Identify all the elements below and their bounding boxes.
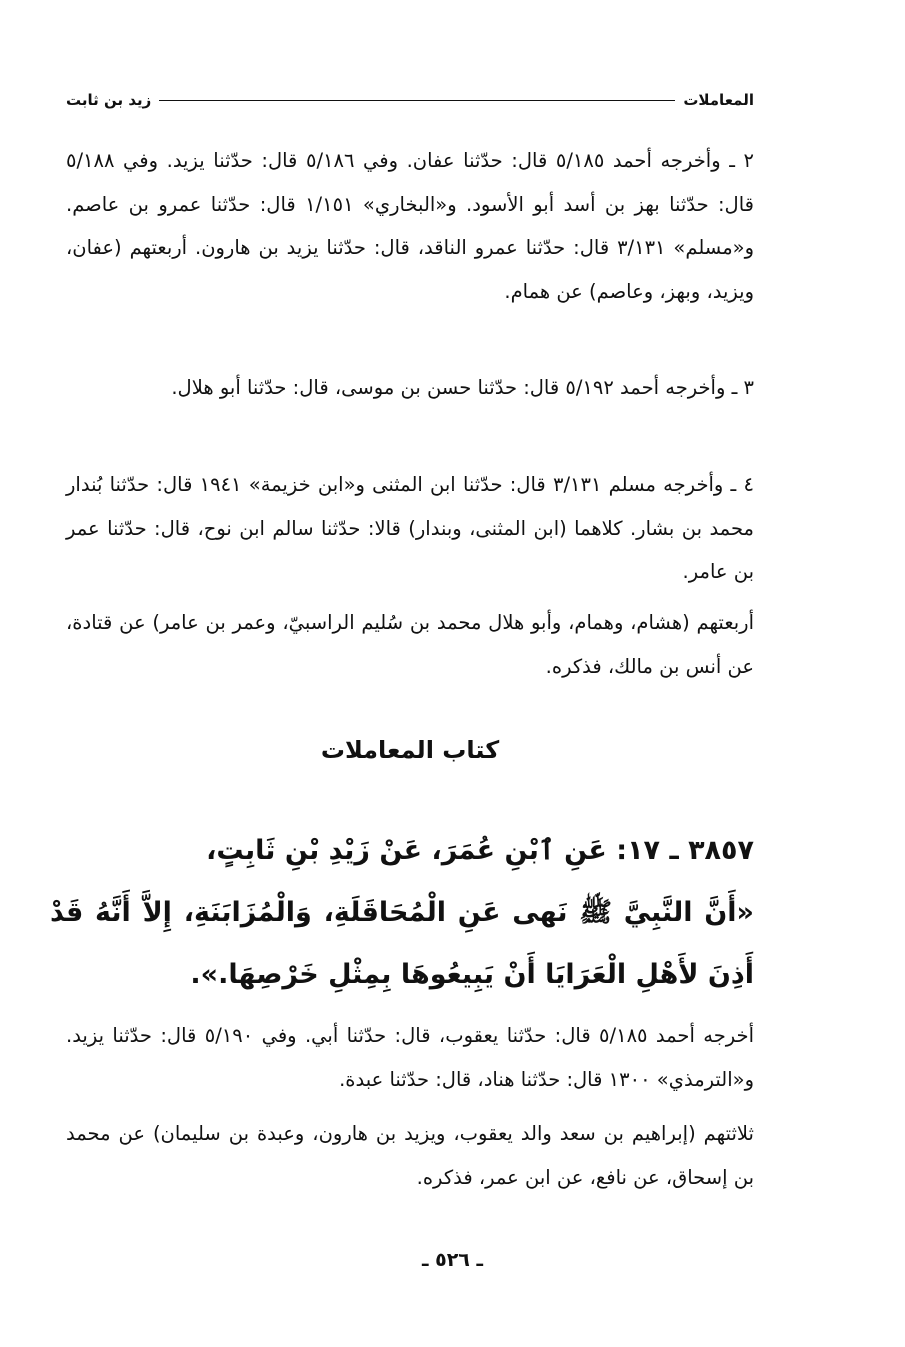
hadith-text: «أَنَّ النَّبِيَّ ﷺ نَهى عَنِ الْمُحَاقَلَةِ، وَالْمُزَابَنَةِ، إِلاَّ أَنَّهُ قَدْ أَذِنَ لأَهْلِ الْعَرَايَا أَنْ يَبِيعُوهَا بِمِثْلِ خَرْصِهَا.». [50, 897, 754, 990]
note-3 [66, 366, 754, 410]
note-3-text: ٣ ـ وأخرجه أحمد ٥/١٩٢ قال: حدّثنا حسن بن موسى، قال: حدّثنا أبو هلال. [171, 376, 754, 399]
note-summary-text: أربعتهم (هشام، وهمام، وأبو هلال محمد بن سُليم الراسبيّ، وعمر بن عامر) عن قتادة، عن أنس بن مالك، فذكره. [66, 611, 754, 678]
note-summary [66, 601, 754, 688]
running-head-companion: زيد بن ثابت [66, 91, 152, 109]
note-4 [66, 463, 754, 594]
note-4-text: ٤ ـ وأخرجه مسلم ٣/١٣١ قال: حدّثنا ابن المثنى و«ابن خزيمة» ١٩٤١ قال: حدّثنا بُندار محمد بن بشار. كلاهما (ابن المثنى، وبندار) قالا: حدّثنا سالم ابن نوح، قال: حدّثنا عمر بن عامر. [66, 473, 754, 583]
hadith-chain: ٣٨٥٧ ـ ١٧: عَنِ ٱبْنِ عُمَرَ، عَنْ زَيْدِ بْنِ ثَابِتٍ، [206, 835, 754, 866]
page-number: ـ ٥٢٦ ـ [421, 1249, 483, 1271]
note-2-text: ٢ ـ وأخرجه أحمد ٥/١٨٥ قال: حدّثنا عفان. وفي ٥/١٨٦ قال: حدّثنا يزيد. وفي ٥/١٨٨ قال: حدّثنا بهز بن أسد أبو الأسود. و«البخاري» ١/١٥١ قال: حدّثنا عمرو بن عاصم. و«مسلم» ٣/١٣١ قال: حدّثنا عمرو الناقد، قال: حدّثنا يزيد بن هارون. أربعتهم (عفان، ويزيد، وبهز، وعاصم) عن همام. [66, 149, 754, 303]
running-head [66, 88, 754, 112]
running-head-chapter: المعاملات [683, 91, 754, 109]
running-head-rule [159, 100, 675, 101]
takhrij-1 [66, 1014, 754, 1101]
takhrij-2 [66, 1112, 754, 1199]
takhrij-2-text: ثلاثتهم (إبراهيم بن سعد والد يعقوب، ويزيد بن هارون، وعبدة بن سليمان) عن محمد بن إسحاق، عن نافع، عن ابن عمر، فذكره. [66, 1122, 754, 1189]
takhrij-1-text: أخرجه أحمد ٥/١٨٥ قال: حدّثنا يعقوب، قال: حدّثنا أبي. وفي ٥/١٩٠ قال: حدّثنا يزيد. و«الترمذي» ١٣٠٠ قال: حدّثنا هناد، قال: حدّثنا عبدة. [66, 1024, 754, 1091]
section-heading: كتاب المعاملات [320, 736, 500, 764]
hadith-block [50, 820, 754, 1006]
note-2 [66, 139, 754, 313]
